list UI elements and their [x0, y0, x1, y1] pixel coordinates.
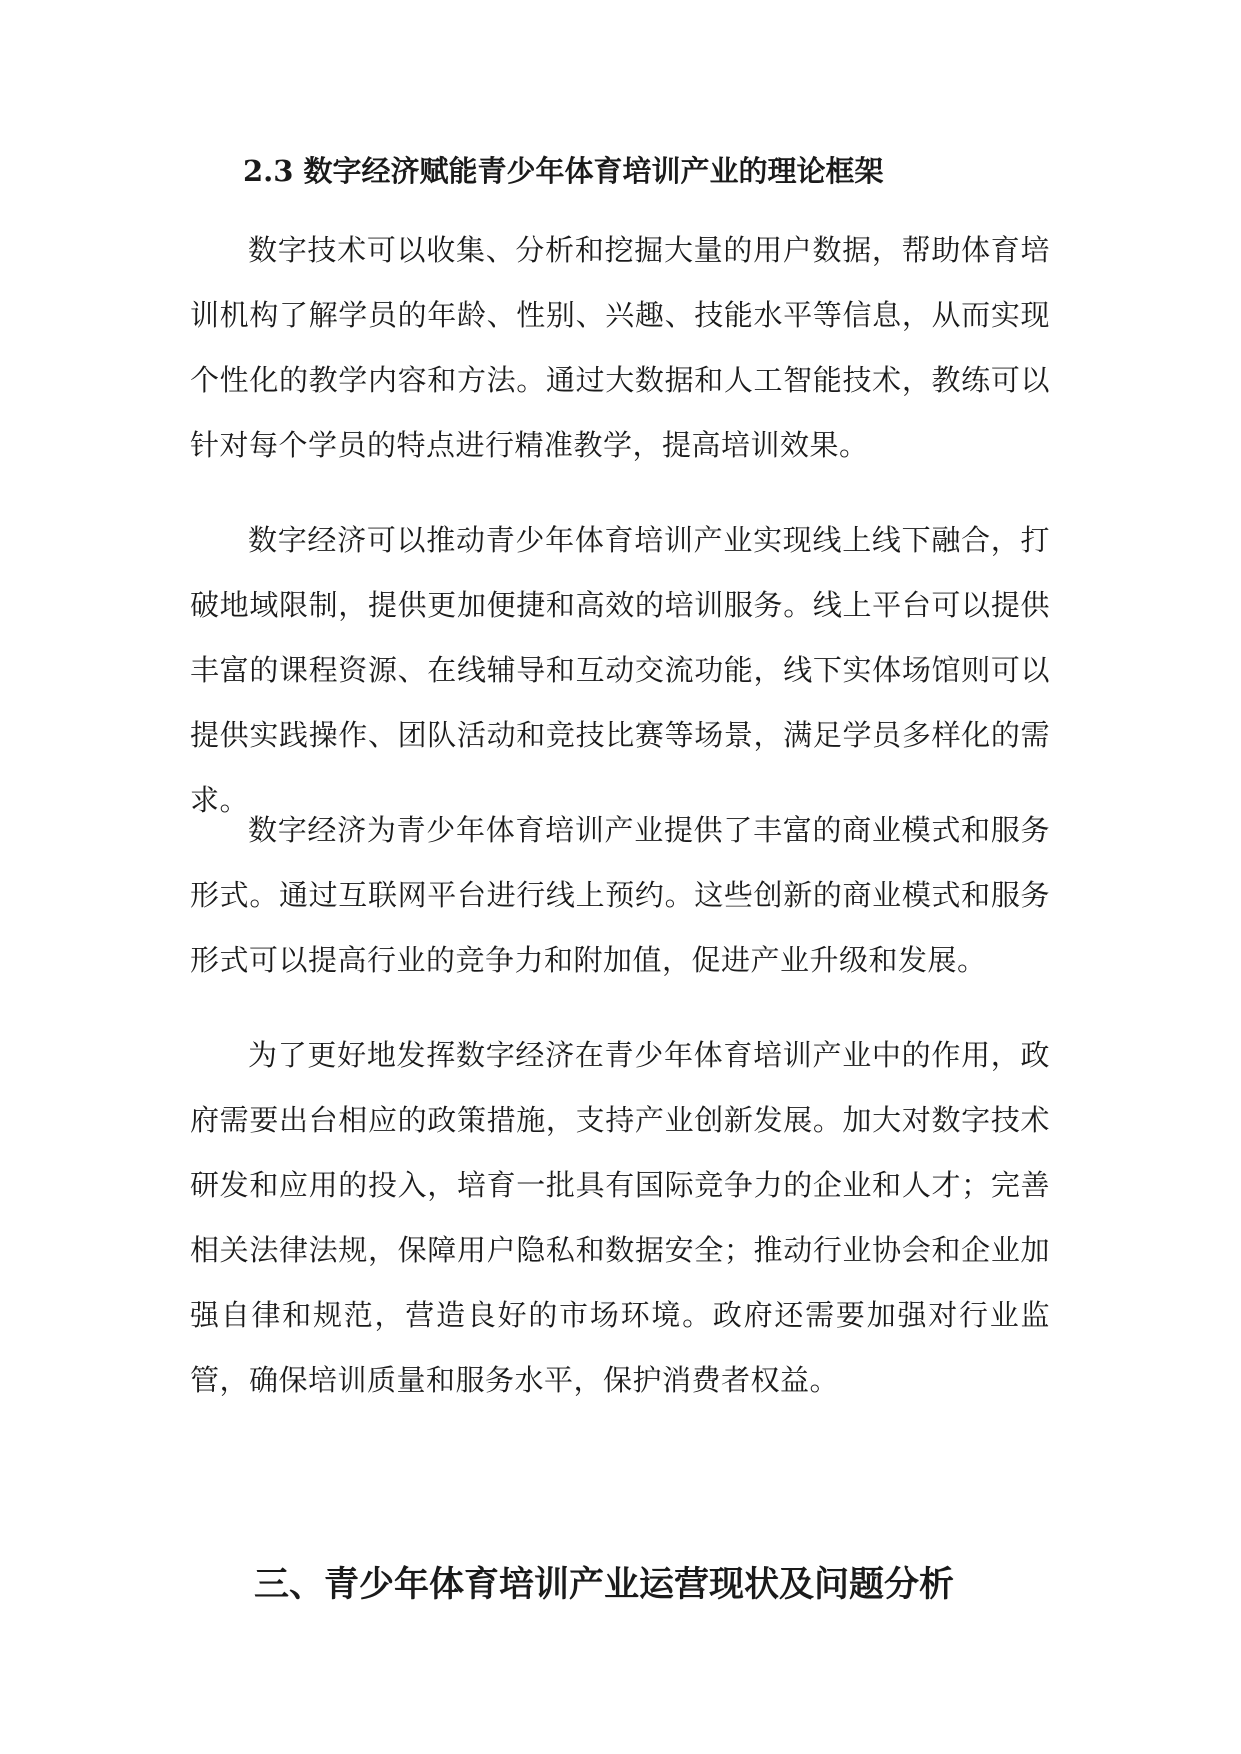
paragraph-data-personalization: 数字技术可以收集、分析和挖掘大量的用户数据，帮助体育培训机构了解学员的年龄、性别、兴趣、技能水平等信息，从而实现个性化的教学内容和方法。通过大数据和人工智能技术，教练可以针对每个学员的特点进行精准教学，提高培训效果。	[190, 233, 1050, 462]
section-heading: 三、青少年体育培训产业运营现状及问题分析	[254, 1564, 955, 1605]
paragraph-government-policy: 为了更好地发挥数字经济在青少年体育培训产业中的作用，政府需要出台相应的政策措施，支持产业创新发展。加大对数字技术研发和应用的投入，培育一批具有国际竞争力的企业和人才；完善相关法律法规，保障用户隐私和数据安全；推动行业协会和企业加强自律和规范，营造良好的市场环境。政府还需要加强对行业监管，确保培训质量和服务水平，保护消费者权益。	[190, 1038, 1050, 1397]
subsection-heading: 2.3 数字经济赋能青少年体育培训产业的理论框架	[243, 154, 884, 188]
paragraph-online-offline-integration: 数字经济可以推动青少年体育培训产业实现线上线下融合，打破地域限制，提供更加便捷和高效的培训服务。线上平台可以提供丰富的课程资源、在线辅导和互动交流功能，线下实体场馆则可以提供实践操作、团队活动和竞技比赛等场景，满足学员多样化的需求。	[190, 523, 1050, 817]
paragraph-business-models: 数字经济为青少年体育培训产业提供了丰富的商业模式和服务形式。通过互联网平台进行线上预约。这些创新的商业模式和服务形式可以提高行业的竞争力和附加值，促进产业升级和发展。	[190, 813, 1050, 977]
